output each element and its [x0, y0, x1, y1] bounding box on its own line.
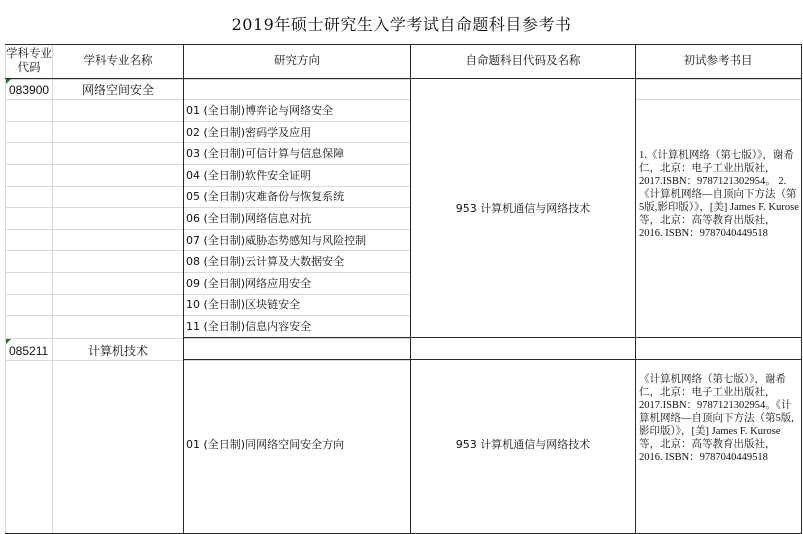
cell-gridline — [5, 338, 183, 339]
table-border — [5, 78, 801, 79]
cell-gridline — [183, 360, 410, 361]
cell-gridline — [183, 207, 410, 208]
cell-gridline — [5, 142, 183, 143]
cell-gridline — [5, 79, 183, 80]
direction-item: 01 (全日制)博弈论与网络安全 — [186, 104, 334, 117]
cell-gridline — [183, 121, 410, 122]
major-code: 085211 — [9, 344, 49, 358]
direction-item: 08 (全日制)云计算及大数据安全 — [186, 255, 345, 269]
cell-gridline — [5, 207, 183, 208]
major-name: 计算机技术 — [87, 344, 148, 358]
cell-gridline — [183, 315, 410, 316]
reference-books-text: 《计算机网络（第七版）》，谢希仁，北京：电子工业出版社，2017.ISBN：9787121302954。《计算机网络—自顶向下方法（第5版,影印版）》，[美] James F. Kurose等，北京：高等教育出版社，2016. ISBN：9787040449518 — [639, 374, 794, 463]
cell-gridline — [5, 294, 183, 295]
major-name: 网络空间安全 — [81, 83, 154, 97]
table-border — [183, 337, 801, 338]
cell-gridline — [5, 121, 183, 122]
exam-subject: 953 计算机通信与网络技术 — [455, 438, 591, 451]
direction-item: 07 (全日制)威胁态势感知与风险控制 — [186, 233, 367, 247]
direction-item: 06 (全日制)网络信息对抗 — [186, 212, 312, 225]
direction-item: 10 (全日制)区块链安全 — [186, 298, 301, 312]
cell-gridline — [5, 186, 183, 187]
header-reference-books: 初试参考书目 — [683, 53, 753, 67]
header-major-name: 学科专业名称 — [83, 53, 153, 67]
cell-gridline — [183, 79, 410, 80]
cell-gridline — [183, 338, 410, 339]
cell-gridline — [5, 360, 183, 361]
page-title: 2019年硕士研究生入学考试自命题科目参考书 — [231, 15, 572, 34]
cell-gridline — [635, 99, 801, 100]
cell-gridline — [5, 272, 183, 273]
cell-gridline — [52, 44, 53, 534]
cell-gridline — [183, 294, 410, 295]
cell-gridline — [183, 186, 410, 187]
direction-item: 09 (全日制)网络应用安全 — [186, 276, 312, 290]
direction-item: 05 (全日制)灾难备份与恢复系统 — [186, 190, 345, 204]
direction-item: 01 (全日制)同网络空间安全方向 — [186, 438, 345, 451]
cell-gridline — [183, 272, 410, 273]
cell-gridline — [183, 142, 410, 143]
cell-gridline — [5, 99, 183, 100]
direction-item: 04 (全日制)软件安全证明 — [186, 168, 312, 182]
cell-gridline — [183, 229, 410, 230]
table-border — [183, 359, 801, 360]
cell-gridline — [183, 99, 410, 100]
direction-item: 03 (全日制)可信计算与信息保障 — [186, 147, 345, 161]
cell-gridline — [5, 229, 183, 230]
table-border — [410, 44, 411, 534]
cell-gridline — [5, 250, 183, 251]
cell-gridline — [5, 44, 6, 534]
table-border — [5, 44, 801, 45]
header-exam-subject: 自命题科目代码及名称 — [465, 53, 581, 67]
header-direction: 研究方向 — [274, 53, 320, 67]
cell-gridline — [183, 250, 410, 251]
header-major-code: 学科专业代码 — [6, 46, 52, 74]
reference-books-text: 1.《计算机网络（第七版）》，谢希仁，北京：电子工业出版社，2017.ISBN：9787121302954。 2.《计算机网络—自顶向下方法（第5版,影印版）》，[美] James F. Kurose等，北京：高等教育出版社，2016. ISBN：9787040449518 — [639, 150, 799, 239]
table-border — [801, 44, 802, 534]
direction-item: 02 (全日制)密码学及应用 — [186, 125, 312, 139]
exam-subject: 953 计算机通信与网络技术 — [455, 202, 591, 215]
cell-gridline — [183, 164, 410, 165]
table-border — [635, 44, 636, 534]
cell-gridline — [635, 79, 801, 80]
cell-gridline — [5, 164, 183, 165]
major-code: 083900 — [9, 83, 50, 97]
direction-item: 11 (全日制)信息内容安全 — [186, 320, 312, 333]
cell-gridline — [5, 315, 183, 316]
table-border — [183, 44, 184, 534]
